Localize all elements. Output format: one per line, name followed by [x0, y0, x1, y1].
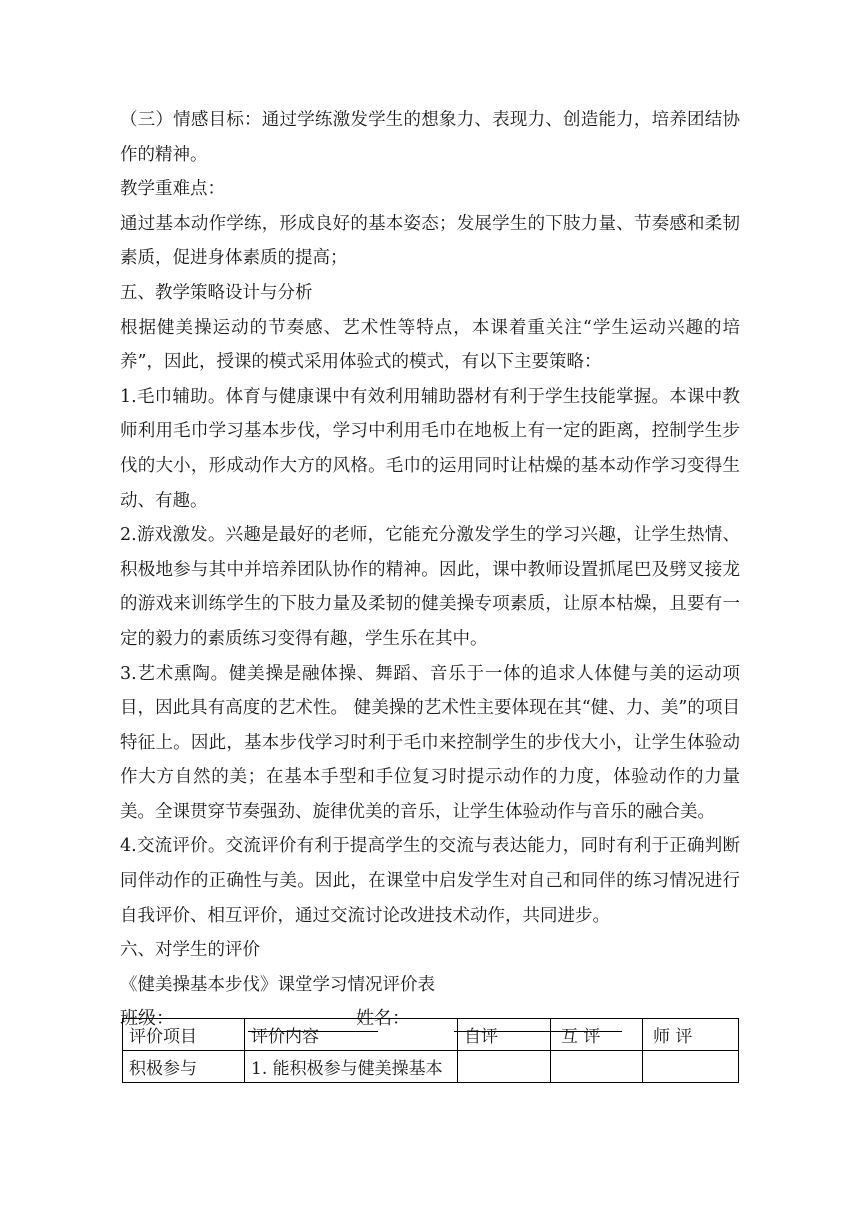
table-row [123, 1051, 739, 1083]
class-label: 班级： [120, 1008, 174, 1030]
header-cell: 互 评 [551, 1019, 643, 1051]
heading-key-difficulties: 教学重难点： [120, 179, 225, 200]
table-header-row [123, 1019, 739, 1051]
heading-section-5: 五、教学策略设计与分析 [120, 282, 313, 303]
paragraph-emotion-goal: （三）情感目标：通过学练激发学生的想象力、表现力、创造能力，培养团结协作的精神。 [120, 110, 740, 165]
document-body [120, 103, 740, 1038]
paragraph-strategy-intro: 根据健美操运动的节奏感、艺术性等特点，本课着重关注“学生运动兴趣的培养”，因此，授课的模式采用体验式的模式，有以下主要策略： [120, 317, 740, 373]
table-cell [551, 1051, 643, 1083]
header-cell: 评价项目 [123, 1019, 245, 1051]
header-cell: 自评 [458, 1019, 551, 1051]
paragraph-strategy-2: 2.游戏激发。兴趣是最好的老师，它能充分激发学生的学习兴趣，让学生热情、积极地参与其中并培养团队协作的精神。因此，课中教师设置抓尾巴及劈叉接龙的游戏来训练学生的下肢力量及柔韧的健美操专项素质，让原本枯燥，且要有一定的毅力的素质练习变得有趣，学生乐在其中。 [120, 525, 740, 649]
table-cell: 1. 能积极参与健美操基本 [245, 1051, 458, 1083]
paragraph-strategy-3: 3.艺术熏陶。健美操是融体操、舞蹈、音乐于一体的追求人体健与美的运动项目，因此具有高度的艺术性。 健美操的艺术性主要体现在其“健、力、美”的项目特征上。因此，基本步伐学习时利于毛巾来控制学生的步伐大小，让学生体验动作大方自然的美；在基本手型和手位复习时提示动作的力度，体验动作的力量美。全课贯穿节奏强劲、旋律优美的音乐，让学生体验动作与音乐的融合美。 [120, 663, 740, 822]
table-title: 《健美操基本步伐》课堂学习情况评价表 [120, 974, 435, 995]
table-cell [643, 1051, 739, 1083]
paragraph-strategy-1: 1.毛巾辅助。体育与健康课中有效利用辅助器材有利于学生技能掌握。本课中教师利用毛巾学习基本步伐，学习中利用毛巾在地板上有一定的距离，控制学生步伐的大小，形成动作大方的风格。毛巾的运用同时让枯燥的基本动作学习变得生动、有趣。 [120, 386, 740, 511]
name-label: 姓名： [356, 1008, 410, 1030]
paragraph-key-difficulties: 通过基本动作学练，形成良好的基本姿态；发展学生的下肢力量、节奏感和柔韧素质，促进身体素质的提高； [120, 213, 740, 269]
table-cell: 积极参与 [123, 1051, 245, 1083]
header-cell: 师 评 [643, 1019, 739, 1051]
table-cell [458, 1051, 551, 1083]
heading-section-6: 六、对学生的评价 [120, 940, 260, 961]
paragraph-strategy-4: 4.交流评价。交流评价有利于提高学生的交流与表达能力，同时有利于正确判断同伴动作的正确性与美。因此，在课堂中启发学生对自己和同伴的练习情况进行自我评价、相互评价，通过交流讨论改进技术动作，共同进步。 [120, 836, 740, 926]
evaluation-table [122, 1018, 739, 1083]
header-cell: 评价内容 [245, 1019, 458, 1051]
